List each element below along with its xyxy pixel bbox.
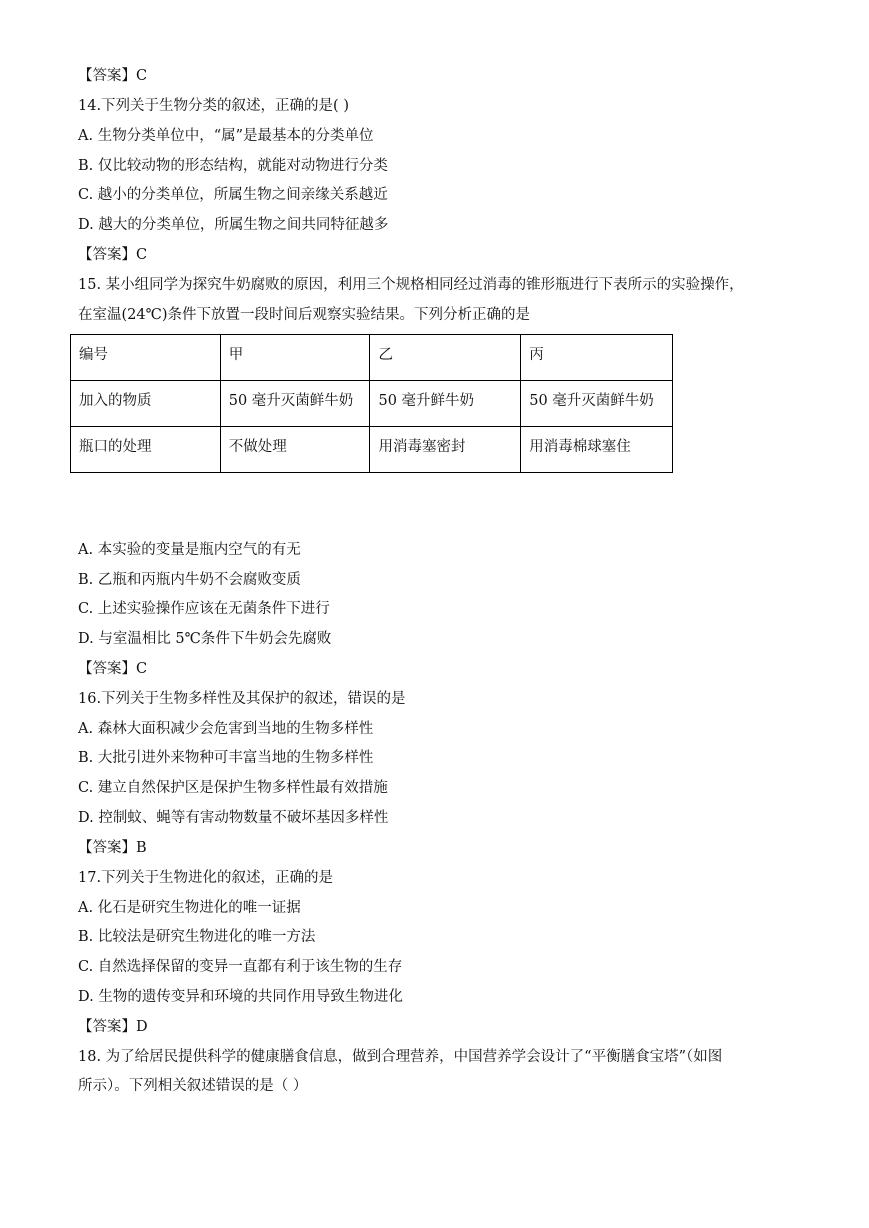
table-cell: 用消毒塞密封 [370, 427, 521, 473]
question-14-stem: 14.下列关于生物分类的叙述，正确的是( ) [78, 98, 349, 114]
table-cell: 编号 [71, 335, 221, 381]
question-14-option-b: B. 仅比较动物的形态结构，就能对动物进行分类 [78, 158, 388, 174]
question-15-option-b: B. 乙瓶和丙瓶内牛奶不会腐败变质 [78, 572, 301, 588]
question-16-stem: 16.下列关于生物多样性及其保护的叙述，错误的是 [78, 691, 406, 707]
answer-15: 【答案】C [78, 661, 148, 677]
answer-14: 【答案】C [78, 247, 148, 263]
answer-17: 【答案】D [78, 1019, 148, 1035]
question-17-option-c: C. 自然选择保留的变异一直都有利于该生物的生存 [78, 959, 403, 975]
table-cell: 加入的物质 [71, 381, 221, 427]
question-16-option-d: D. 控制蚊、蝇等有害动物数量不破坏基因多样性 [78, 810, 389, 826]
table-cell: 50 毫升灭菌鲜牛奶 [521, 381, 673, 427]
table-cell: 用消毒棉球塞住 [521, 427, 673, 473]
question-17-option-a: A. 化石是研究生物进化的唯一证据 [78, 900, 301, 916]
question-16-option-b: B. 大批引进外来物种可丰富当地的生物多样性 [78, 750, 374, 766]
question-15-option-d: D. 与室温相比 5℃条件下牛奶会先腐败 [78, 631, 332, 647]
question-18-stem-line-2: 所示）。下列相关叙述错误的是（ ） [78, 1078, 308, 1094]
table-cell: 丙 [521, 335, 673, 381]
table-row [71, 381, 673, 427]
question-18-stem-line-1: 18. 为了给居民提供科学的健康膳食信息，做到合理营养，中国营养学会设计了“平衡膳食宝塔”（如图 [78, 1049, 723, 1065]
question-17-option-b: B. 比较法是研究生物进化的唯一方法 [78, 929, 316, 945]
table-cell: 甲 [220, 335, 370, 381]
answer-13: 【答案】C [78, 68, 148, 84]
experiment-table [70, 334, 673, 473]
question-17-stem: 17.下列关于生物进化的叙述，正确的是 [78, 870, 334, 886]
table-row [71, 427, 673, 473]
table-cell: 50 毫升鲜牛奶 [370, 381, 521, 427]
table-cell: 乙 [370, 335, 521, 381]
question-15-option-a: A. 本实验的变量是瓶内空气的有无 [78, 542, 301, 558]
table-row [71, 335, 673, 381]
table-cell: 50 毫升灭菌鲜牛奶 [220, 381, 370, 427]
question-14-option-c: C. 越小的分类单位，所属生物之间亲缘关系越近 [78, 187, 388, 203]
question-16-option-a: A. 森林大面积减少会危害到当地的生物多样性 [78, 721, 374, 737]
table-cell: 瓶口的处理 [71, 427, 221, 473]
question-15-stem-line-2: 在室温(24℃)条件下放置一段时间后观察实验结果。下列分析正确的是 [78, 307, 530, 323]
question-17-option-d: D. 生物的遗传变异和环境的共同作用导致生物进化 [78, 989, 403, 1005]
question-14-option-a: A. 生物分类单位中，“属”是最基本的分类单位 [78, 128, 374, 144]
question-16-option-c: C. 建立自然保护区是保护生物多样性最有效措施 [78, 780, 388, 796]
table-cell: 不做处理 [220, 427, 370, 473]
question-15-stem-line-1: 15. 某小组同学为探究牛奶腐败的原因，利用三个规格相同经过消毒的锥形瓶进行下表所示的实验操作， [78, 277, 744, 293]
question-14-option-d: D. 越大的分类单位，所属生物之间共同特征越多 [78, 217, 389, 233]
question-15-option-c: C. 上述实验操作应该在无菌条件下进行 [78, 601, 330, 617]
answer-16: 【答案】B [78, 840, 147, 856]
